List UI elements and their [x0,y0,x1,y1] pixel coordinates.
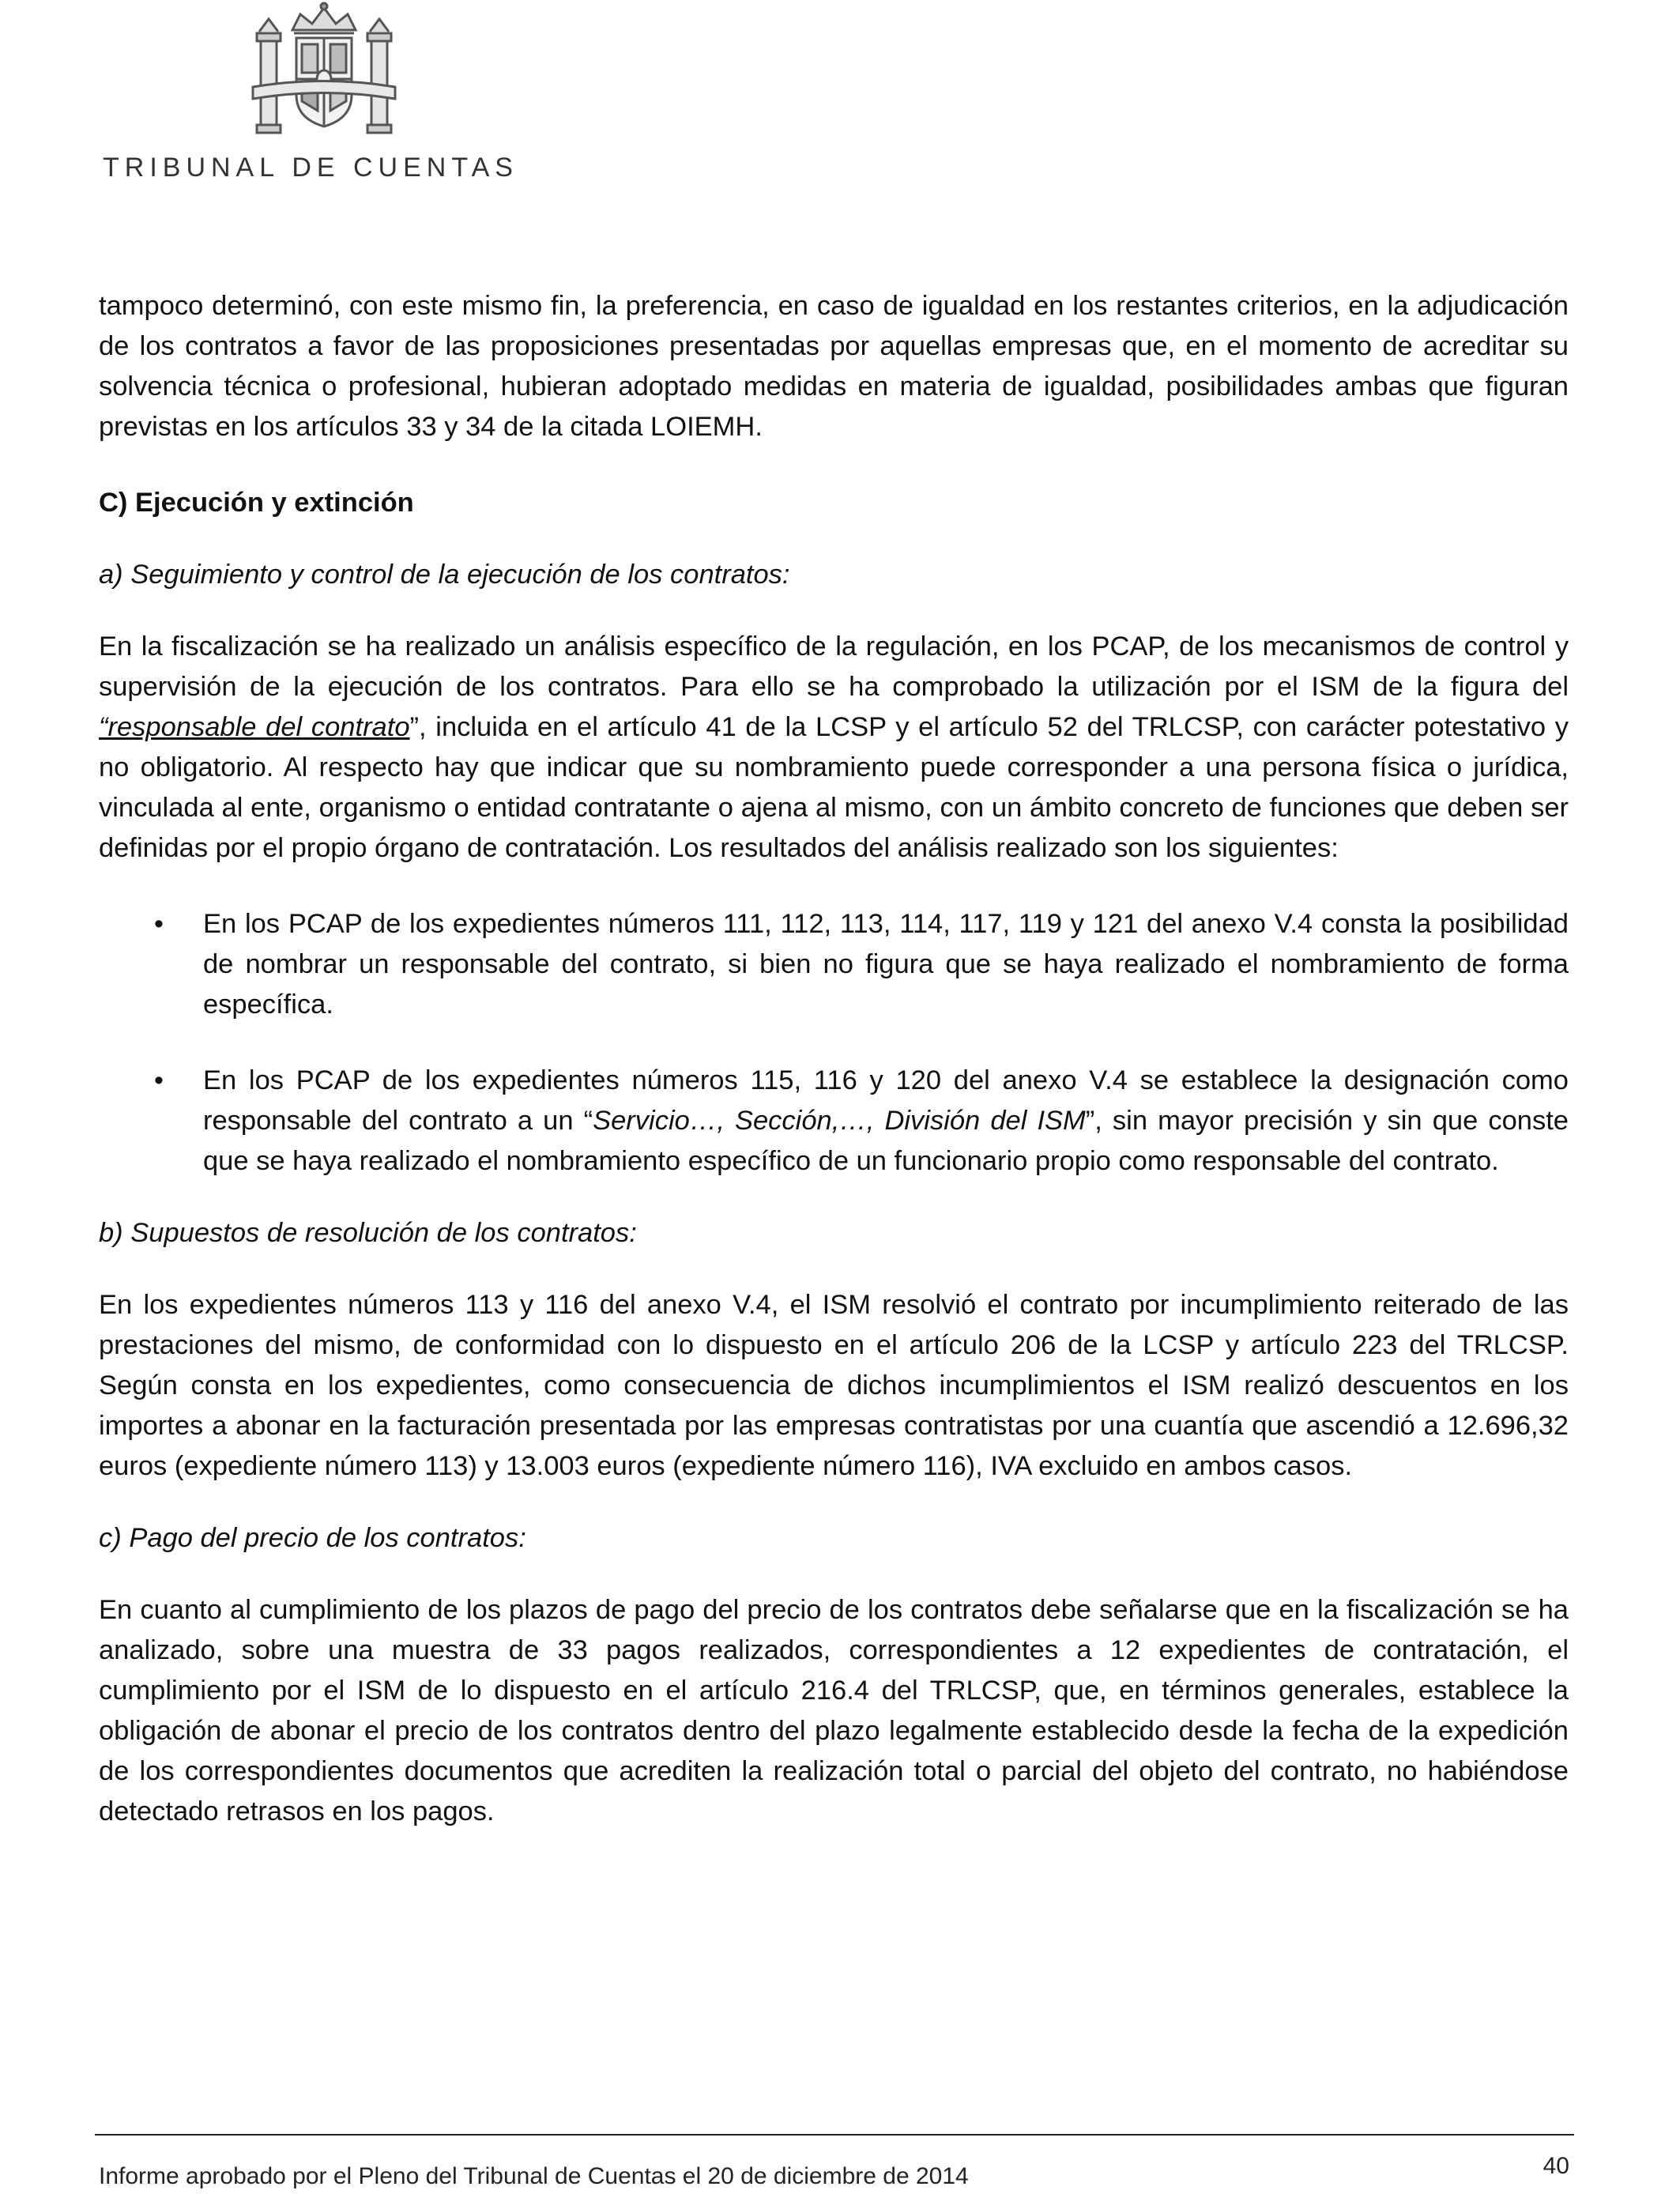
list-item [99,904,1569,1025]
paragraph-control [99,627,1569,869]
list-item-italic: Servicio…, Sección,…, División del ISM [593,1106,1086,1136]
subsection-heading-c: c) Pago del precio de los contratos: [99,1523,526,1553]
subsection-heading-b: b) Supuestos de resolución de los contratos: [99,1218,637,1248]
list-item-text-a: En los PCAP de los expedientes números 115, 116 y 120 del anexo V.4 se establece la designación como responsable del contrato a un “ [203,1065,1569,1136]
term-responsable: “responsable del contrato [99,712,410,742]
subsection-heading-a: a) Seguimiento y control de la ejecución de los contratos: [99,560,790,590]
paragraph-control-part-1: En la fiscalización se ha realizado un análisis específico de la regulación, en los PCAP, de los mecanismos de control y supervisión de la ejecución de los contratos. Para ello se ha comprobado la utilización por el ISM de la figura del [99,631,1569,702]
coat-of-arms-icon [237,0,411,142]
findings-list [99,904,1569,1182]
list-item-text: En los PCAP de los expedientes números 111, 112, 113, 114, 117, 119 y 121 del anexo V.4 consta la posibilidad de nombrar un responsable del contrato, si bien no figura que se haya realizado el nombramiento de forma específica. [203,909,1569,1020]
paragraph-payment: En cuanto al cumplimiento de los plazos de pago del precio de los contratos debe señalarse que en la fiscalización se ha analizado, sobre una muestra de 33 pagos realizados, correspondientes a 12 expedientes de contratación, el cumplimiento por el ISM de lo dispuesto en el artículo 216.4 del TRLCSP, que, en términos generales, establece la obligación de abonar el precio de los contratos dentro del plazo legalmente establecido desde la fecha de la expedición de los correspondientes documentos que acrediten la realización total o parcial del objeto del contrato, no habiéndose detectado retrasos en los pagos. [99,1595,1569,1826]
footer-divider [95,2134,1574,2136]
document-body [99,286,1569,1832]
bullet-icon: • [154,909,164,939]
org-name: TRIBUNAL DE CUENTAS [103,153,518,183]
list-item [99,1061,1569,1182]
page-number: 40 [1543,2153,1569,2179]
paragraph-resolution: En los expedientes números 113 y 116 del anexo V.4, el ISM resolvió el contrato por incumplimiento reiterado de las prestaciones del mismo, de conformidad con lo dispuesto en el artículo 206 de la LCSP y artículo 223 del TRLCSP. Según consta en los expedientes, como consecuencia de dichos incumplimientos el ISM realizó descuentos en los importes a abonar en la facturación presentada por las empresas contratistas por una cuantía que ascendió a 12.696,32 euros (expediente número 113) y 13.003 euros (expediente número 116), IVA excluido en ambos casos. [99,1290,1569,1481]
paragraph-control-part-2: ”, incluida en el artículo 41 de la LCSP y el artículo 52 del TRLCSP, con carácter potestativo y no obligatorio. Al respecto hay que indicar que su nombramiento puede corresponder a una persona física o jurídica, vinculada al ente, organismo o entidad contratante o ajena al mismo, con un ámbito concreto de funciones que deben ser definidas por el propio órgano de contratación. Los resultados del análisis realizado son los siguientes: [99,712,1569,863]
list-item-text-b: ”, sin mayor precisión y sin que conste que se haya realizado el nombramiento específico de un funcionario propio como responsable del contrato. [203,1106,1569,1176]
paragraph-intro: tampoco determinó, con este mismo fin, la preferencia, en caso de igualdad en los restantes criterios, en la adjudicación de los contratos a favor de las proposiciones presentadas por aquellas empresas que, en el momento de acreditar su solvencia técnica o profesional, hubieran adoptado medidas en materia de igualdad, posibilidades ambas que figuran previstas en los artículos 33 y 34 de la citada LOIEMH. [99,291,1569,442]
footer-text: Informe aprobado por el Pleno del Tribunal de Cuentas el 20 de diciembre de 2014 [99,2163,969,2189]
bullet-icon: • [154,1065,164,1095]
section-heading: C) Ejecución y extinción [99,488,414,518]
